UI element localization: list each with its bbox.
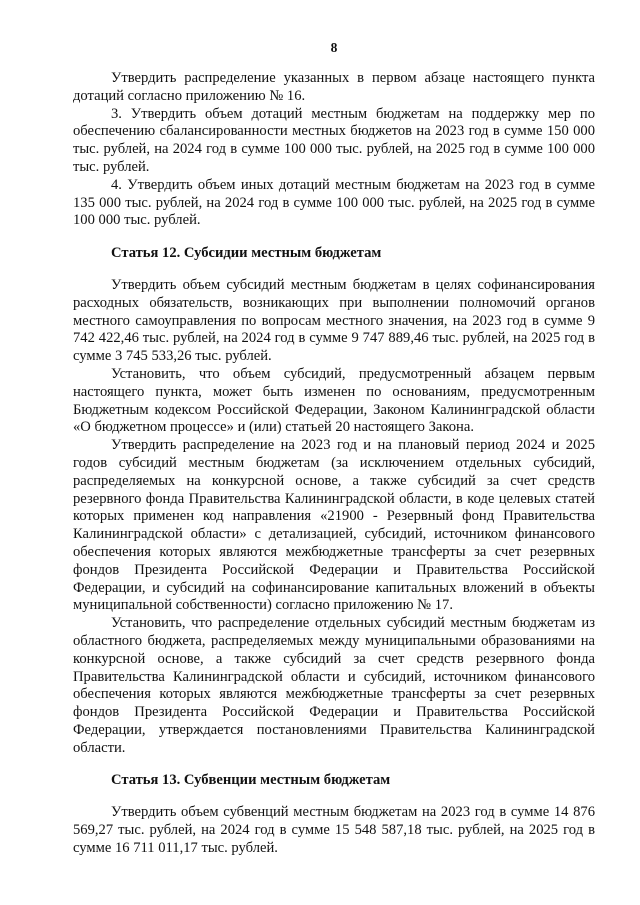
page-number: 8 <box>330 40 338 55</box>
article-13-paragraph: Утвердить объем субвенций местным бюджетам на 2023 год в сумме 14 876 569,27 тыс. рублей, на 2024 год в сумме 15 548 587,18 тыс. рублей, на 2025 год в сумме 16 711 011,17 тыс. рублей. <box>73 804 595 856</box>
article-12-paragraph: Утвердить объем субсидий местным бюджетам в целях софинансирования расходных обязательств, возникающих при выполнении полномочий органов местного самоуправления по вопросам местного значения, на 2023 год в сумме 9 742 422,46 тыс. рублей, на 2024 год в сумме 9 747 889,46 тыс. рублей, на 2025 год в сумме 3 745 533,26 тыс. рублей. <box>73 276 595 365</box>
article-12-heading: Статья 12. Субсидии местным бюджетам <box>111 245 382 262</box>
article-12-paragraph: Установить, что объем субсидий, предусмотренный абзацем первым настоящего пункта, может быть изменен по основаниям, предусмотренным Бюджетным кодексом Российской Федерации, Законом Калининградской области «О бюджетном процессе» и (или) статьей 20 настоящего Закона. <box>73 365 595 436</box>
article-12-paragraph: Утвердить распределение на 2023 год и на плановый период 2024 и 2025 годов субсидий местным бюджетам (за исключением отдельных субсидий, распределяемых на конкурсной основе, а также субсидий за счет средств резервного фонда Правительства Калининградской области, в коде целевых статей которых применен код направления «21900 - Резервный фонд Правительства Калининградской области» с детализацией, субсидий, источником финансового обеспечения которых являются межбюджетные трансферты за счет резервных фондов Президента Российской Федерации и Правительства Российской Федерации, и субсидий на софинансирование капитальных вложений в объекты муниципальной собственности) согласно приложению № 17. <box>73 437 595 614</box>
article-12-paragraph: Установить, что распределение отдельных субсидий местным бюджетам из областного бюджета, распределяемых между муниципальными образованиями на конкурсной основе, а также субсидий за счет средств резервного фонда Правительства Калининградской области и субсидий, источником финансового обеспечения которых являются межбюджетные трансферты за счет резервных фондов Президента Российской Федерации и Правительства Российской Федерации, утверждается постановлениями Правительства Калининградской области. <box>73 615 595 756</box>
article-13-heading: Статья 13. Субвенции местным бюджетам <box>111 772 391 789</box>
paragraph-distribution-annex16: Утвердить распределение указанных в первом абзаце настоящего пункта дотаций согласно приложению № 16. <box>73 70 595 104</box>
paragraph-item-4: 4. Утвердить объем иных дотаций местным бюджетам на 2023 год в сумме 135 000 тыс. рублей, на 2024 год в сумме 100 000 тыс. рублей, на 2025 год в сумме 100 000 тыс. рублей. <box>73 176 595 229</box>
paragraph-item-3: 3. Утвердить объем дотаций местным бюджетам на поддержку мер по обеспечению сбалансированности местных бюджетов на 2023 год в сумме 150 000 тыс. рублей, на 2024 год в сумме 100 000 тыс. рублей, на 2025 год в сумме 100 000 тыс. рублей. <box>73 105 595 175</box>
